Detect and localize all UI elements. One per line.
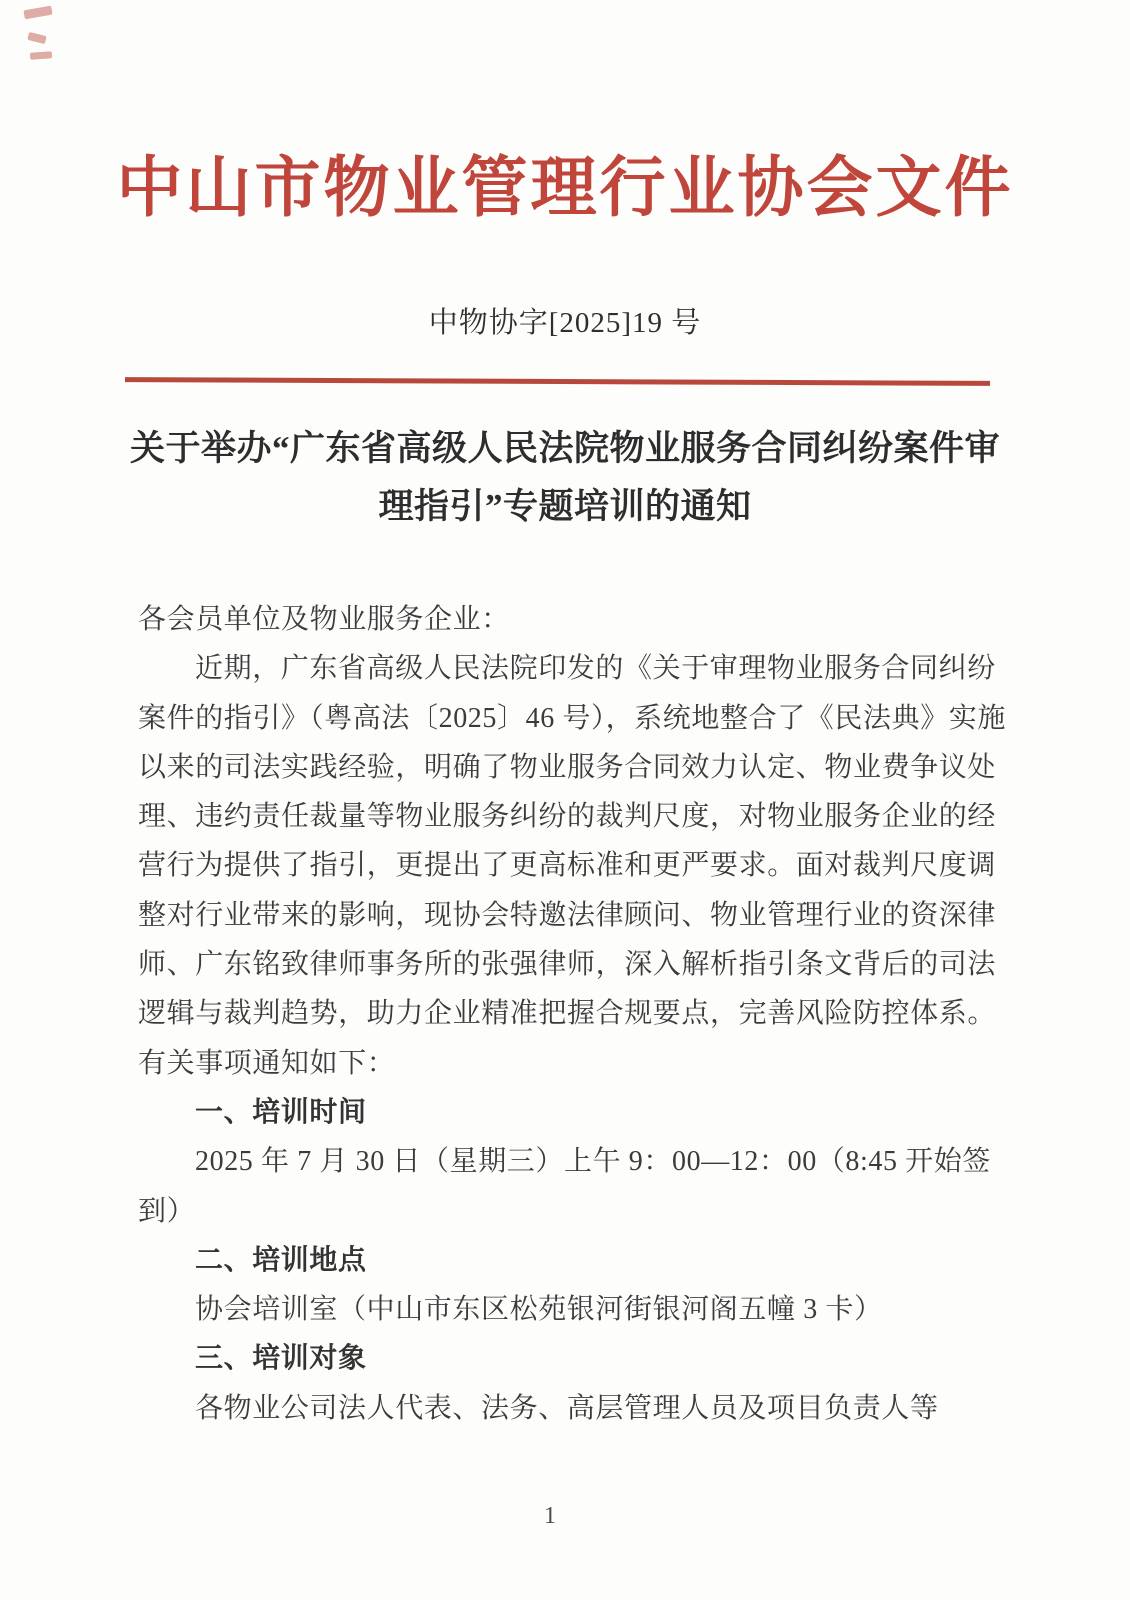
document-title-line2: 理指引”专题培训的通知 bbox=[378, 487, 752, 526]
document-title bbox=[60, 420, 1070, 536]
red-divider-line bbox=[125, 377, 990, 386]
scan-artifact bbox=[27, 32, 46, 44]
doc-number: 中物协字[2025]19 号 bbox=[428, 307, 702, 339]
org-title: 中山市物业管理行业协会文件 bbox=[116, 152, 1014, 225]
body-line: 以来的司法实践经验，明确了物业服务合同效力认定、物业费争议处 bbox=[138, 751, 997, 783]
body-line: 理、违约责任裁量等物业服务纠纷的裁判尺度，对物业服务企业的经 bbox=[138, 801, 997, 833]
scan-artifact bbox=[30, 51, 52, 60]
body-line: 近期，广东省高级人民法院印发的《关于审理物业服务合同纠纷 bbox=[195, 653, 996, 685]
body-line: 师、广东铭致律师事务所的张强律师，深入解析指引条文背后的司法 bbox=[138, 949, 997, 981]
section-heading-training-audience: 三、培训对象 bbox=[195, 1343, 367, 1375]
body-line: 协会培训室（中山市东区松苑银河街银河阁五幢 3 卡） bbox=[195, 1294, 883, 1326]
scan-artifact bbox=[23, 6, 52, 20]
body-line: 2025 年 7 月 30 日（星期三）上午 9：00—12：00（8:45 开始签 bbox=[195, 1146, 991, 1178]
page-number: 1 bbox=[544, 1503, 556, 1529]
document-body bbox=[138, 595, 1007, 1433]
body-line: 营行为提供了指引，更提出了更高标准和更严要求。面对裁判尺度调 bbox=[138, 850, 997, 882]
section-heading-training-time: 一、培训时间 bbox=[195, 1096, 367, 1128]
document-title-line1: 关于举办“广东省高级人民法院物业服务合同纠纷案件审 bbox=[129, 429, 1000, 468]
body-line: 逻辑与裁判趋势，助力企业精准把握合规要点，完善风险防控体系。 bbox=[138, 998, 997, 1030]
body-line: 各会员单位及物业服务企业： bbox=[138, 604, 510, 635]
body-line: 案件的指引》（粤高法〔2025〕46 号），系统地整合了《民法典》实施 bbox=[138, 702, 1007, 734]
body-line: 到） bbox=[138, 1195, 196, 1227]
body-line: 各物业公司法人代表、法务、高层管理人员及项目负责人等 bbox=[195, 1392, 939, 1424]
body-line: 有关事项通知如下： bbox=[138, 1047, 396, 1079]
section-heading-training-venue: 二、培训地点 bbox=[195, 1244, 367, 1276]
body-line: 整对行业带来的影响，现协会特邀法律顾问、物业管理行业的资深律 bbox=[138, 899, 997, 931]
